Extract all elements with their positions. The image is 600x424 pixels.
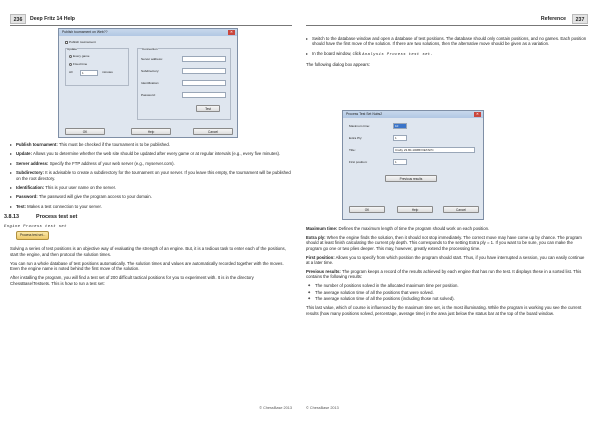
subdirectory-input[interactable] <box>182 68 226 74</box>
definition: First position: Allows you to specify from which position the program should start. Thus, if you have interrupted a session, you can easily continue at a later time. <box>306 254 585 266</box>
connection-group-label: Connection <box>142 47 158 51</box>
result-item: ◆ The average solution time of all the positions (including those not solved). <box>306 296 588 301</box>
page-header <box>306 14 588 24</box>
process-test-set-dialog <box>342 110 484 220</box>
page-number: 236 <box>10 14 26 24</box>
close-icon[interactable]: ✕ <box>475 112 479 116</box>
dialog-intro: The following dialog box appears: <box>306 62 371 68</box>
first-position-label: First position: <box>349 160 368 164</box>
maximum-time-label: Maximum time: <box>349 124 370 128</box>
password-input[interactable] <box>182 92 226 98</box>
test-button[interactable]: Test <box>196 105 220 112</box>
maximum-time-input[interactable]: 10 <box>393 123 407 129</box>
paragraph: This last value, which of course is influenced by the maximum time set, is the most illuminating. While the program is working you see the current results (how many positions solved, percentage, average time) in the area just below the status bar at the top of the board window. <box>306 305 582 316</box>
left-page <box>4 14 292 410</box>
publish-dialog <box>58 28 238 138</box>
server-address-input[interactable] <box>182 56 226 62</box>
every-label: All <box>69 70 73 74</box>
process-test-set-button[interactable]: Process test set... <box>16 231 49 240</box>
paragraph: Solving a series of test positions is an objective way of evaluating the strength of an engine. But, it is a tedious task to enter each of the positions, start the engine, and then protocol the solution times. <box>10 246 286 257</box>
extra-ply-input[interactable]: 1 <box>393 135 407 141</box>
first-position-input[interactable]: 1 <box>393 159 407 165</box>
right-page <box>306 14 588 410</box>
cancel-button[interactable]: Cancel <box>193 128 233 135</box>
bullet-item: ▸ Test: Makes a test connection to your server. <box>10 204 292 209</box>
bullet-item: ▸ Identification: This is your user name on the server. <box>10 185 292 190</box>
page-number: 237 <box>572 14 588 24</box>
bullet-item: ▸ Update: Allows you to determine whether the web site should be updated after every game or at regular intervals (e.g., every five minutes). <box>10 151 292 156</box>
menu-path: Engine Process test set <box>4 224 67 229</box>
header-title: Reference <box>540 16 566 22</box>
update-group <box>65 48 129 86</box>
definition: Extra ply: When the engine finds the solution, then it should not stop immediately. The correct move may have come up by chance. The program should at least finish calculating the current ply depth. This corresponds to the setting Extra ply = 1. If you want to be sure, you can make the program go one or two plies deeper. This may, however, greatly extend the processing time. <box>306 234 582 251</box>
previous-results-button[interactable]: Previous results <box>385 175 437 182</box>
subdirectory-label: Subdirectory: <box>141 69 160 73</box>
step-item: ▸ Switch to the database window and open a database of test positions. The database should only contain positions, and no games. Each position should have the first move of the solution. If there are two solutions, then the alternative move should be given as a variation. <box>306 36 588 47</box>
identification-input[interactable] <box>182 80 226 86</box>
page-footer: © ChessBase 2013 <box>259 406 292 410</box>
connection-group <box>137 48 231 120</box>
extra-ply-label: Extra Ply: <box>349 136 363 140</box>
help-button[interactable]: Help <box>131 128 171 135</box>
bullet-item: ▸ Server address: Specify the FTP address of your web server (e.g., myserver.com). <box>10 161 292 166</box>
result-item: ◆ The average solution time of all the positions that were solved. <box>306 290 588 295</box>
server-address-label: Server address: <box>141 57 163 61</box>
fixed-time-radio[interactable]: Fixed time <box>69 62 87 66</box>
dialog-title-bar <box>343 111 483 118</box>
dialog-title-bar <box>59 29 237 36</box>
page-footer: © ChessBase 2013 <box>306 406 339 410</box>
section-heading <box>4 214 292 221</box>
close-icon[interactable]: ✕ <box>229 30 233 34</box>
paragraph: You can run a whole database of test positions automatically. The solution times and values are automatically recorded together with the moves. Even the engine name is noted behind the first move of the solution. <box>10 260 284 272</box>
update-group-label: Update <box>67 47 77 51</box>
paragraph: After installing the program, you will find a test set of 200 difficult tactical positions for you to experiment with. It is in the directory ChessBase\Testsets. This is how to run a test set: <box>10 275 254 286</box>
ok-button[interactable]: OK <box>65 128 105 135</box>
section-title: Process test set <box>36 214 78 221</box>
header-title: Deep Fritz 14 Help <box>30 16 75 22</box>
every-game-radio[interactable]: Every game <box>69 54 90 58</box>
result-item: ◆ The number of positions solved in the allocated maximum time per position. <box>306 283 588 288</box>
page-header <box>10 14 292 24</box>
bullet-item: ▸ Publish tournament: This must be checked if the tournament is to be published. <box>10 142 292 147</box>
dialog-title: Publish tournament on Web?? <box>62 30 108 34</box>
dialog-title: Process Test Set Nubs2 <box>346 112 383 116</box>
title-input[interactable]: Crafty 23.80-10MB/VIETAPC <box>393 147 475 153</box>
section-number: 3.8.13 <box>4 214 19 221</box>
right-body-lower <box>306 226 588 320</box>
definition: Maximum time: Defines the maximum length of time the program should work on each position. <box>306 226 490 231</box>
minutes-label: minutes <box>102 70 113 74</box>
identification-label: Identification: <box>141 81 160 85</box>
title-label: Title: <box>349 148 356 152</box>
ok-button[interactable]: OK <box>349 206 385 213</box>
bullet-item: ▸ Password: The password will give the program access to your domain. <box>10 194 292 199</box>
interval-input[interactable]: 1 <box>80 70 98 76</box>
left-body <box>4 142 292 289</box>
publish-checkbox[interactable]: Publish tournament <box>65 40 96 44</box>
password-label: Password: <box>141 93 156 97</box>
bullet-item: ▸ Subdirectory: It is advisable to create a subdirectory for the tournament on your server. If you leave this empty, the tournament will be published on the root directory. <box>10 170 292 181</box>
definition: Previous results: The program keeps a record of the results achieved by each engine that has run the test. It displays these in a sorted list. This contains the following results: <box>306 268 582 280</box>
cancel-button[interactable]: Cancel <box>443 206 479 213</box>
step-item: ▸ In the board window, click Analysis Process test set. <box>306 51 588 58</box>
right-body <box>306 36 588 71</box>
help-button[interactable]: Help <box>397 206 433 213</box>
